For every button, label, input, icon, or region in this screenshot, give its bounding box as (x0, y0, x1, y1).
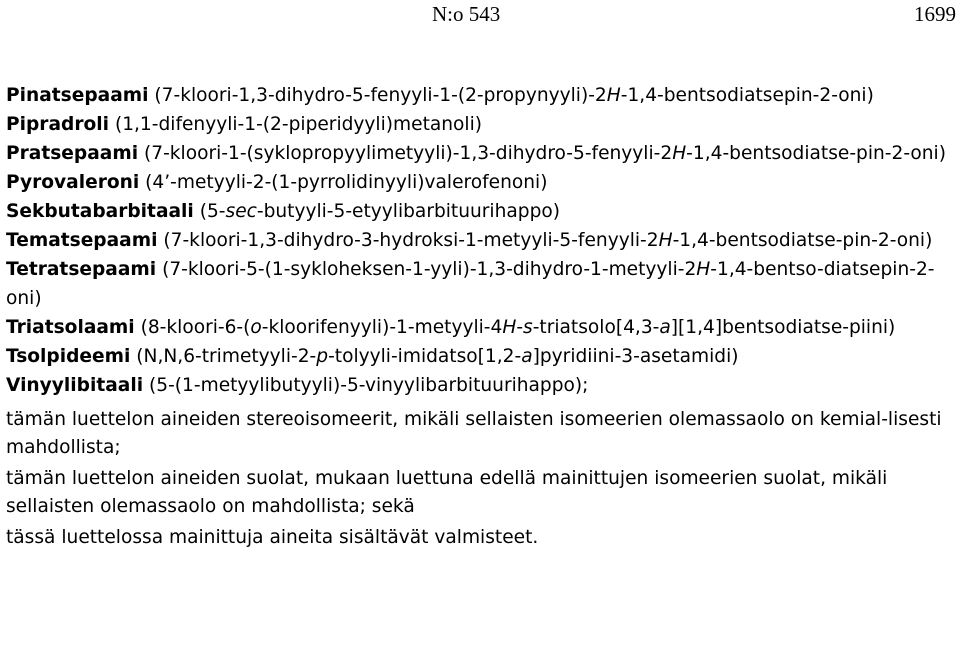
italic-prefix: a (521, 346, 533, 367)
substance-entry (6, 255, 952, 313)
chemical-name: (5-sec-butyyli-5-etyylibarbituurihappo) (193, 201, 561, 222)
substance-name: Pyrovaleroni (6, 172, 140, 193)
substance-entry (6, 313, 952, 342)
note-preparations: tässä luettelossa mainittuja aineita sisältävät valmisteet. (6, 527, 539, 548)
notes-section (6, 406, 952, 552)
page-number: 1699 (914, 2, 956, 26)
note-salts: tämän luettelon aineiden suolat, mukaan luettuna edellä mainittujen isomeerien suolat, mikäli sellaisten olemassaolo on mahdollista; sekä (6, 468, 888, 517)
substance-name: Pinatsepaami (6, 85, 149, 106)
substance-entry (6, 139, 952, 168)
chemical-name: (5-(1-metyylibutyyli)-5-vinyylibarbituurihappo); (143, 375, 589, 396)
italic-prefix: H (606, 85, 621, 106)
chemical-name: (7-kloori-5-(1-sykloheksen-1-yyli)-1,3-dihydro-1-metyyli-2H-1,4-bentso-diatsepin-2-oni) (6, 259, 935, 309)
italic-prefix: s (523, 317, 533, 338)
italic-prefix: p (316, 346, 329, 367)
substance-entry (6, 81, 952, 110)
substance-entry (6, 168, 952, 197)
substance-name: Pipradroli (6, 114, 110, 135)
chemical-name: (4’-metyyli-2-(1-pyrrolidinyyli)valerofenoni) (139, 172, 548, 193)
substance-name: Pratsepaami (6, 143, 139, 164)
chemical-name: (7-kloori-1,3-dihydro-5-fenyyli-1-(2-propynyyli)-2H-1,4-bentsodiatsepin-2-oni) (148, 85, 874, 106)
italic-prefix: H (658, 230, 673, 251)
substance-name: Vinyylibitaali (6, 375, 144, 396)
entries-list (6, 81, 952, 400)
italic-prefix: a (659, 317, 671, 338)
substance-name: Sekbutabarbitaali (6, 201, 194, 222)
italic-prefix: H (696, 259, 711, 280)
substance-list (6, 81, 952, 555)
substance-entry (6, 110, 952, 139)
substance-name: Triatsolaami (6, 317, 135, 338)
chemical-name: (8-kloori-6-(o-kloorifenyyli)-1-metyyli-4H-s-triatsolo[4,3-a][1,4]bentsodiatse-piini) (134, 317, 896, 338)
document-number: N:o 543 (432, 2, 501, 26)
substance-name: Tsolpideemi (6, 346, 131, 367)
substance-name: Tetratsepaami (6, 259, 157, 280)
italic-prefix: o (250, 317, 262, 338)
chemical-name: (7-kloori-1,3-dihydro-3-hydroksi-1-metyyli-5-fenyyli-2H-1,4-bentsodiatse-pin-2-oni) (157, 230, 933, 251)
substance-entry (6, 342, 952, 371)
note-stereoisomers: tämän luettelon aineiden stereoisomeerit, mikäli sellaisten isomeerien olemassaolo on kemial-lisesti mahdollista; (6, 409, 942, 458)
italic-prefix: sec (225, 201, 257, 222)
substance-entry (6, 226, 952, 255)
italic-prefix: H (672, 143, 687, 164)
chemical-name: (N,N,6-trimetyyli-2-p-tolyyli-imidatso[1,2-a]pyridiini-3-asetamidi) (130, 346, 739, 367)
chemical-name: (7-kloori-1-(syklopropyylimetyyli)-1,3-dihydro-5-fenyyli-2H-1,4-bentsodiatse-pin-2-oni) (138, 143, 946, 164)
chemical-name: (1,1-difenyyli-1-(2-piperidyyli)metanoli) (109, 114, 482, 135)
substance-name: Tematsepaami (6, 230, 158, 251)
substance-entry (6, 371, 952, 400)
substance-entry (6, 197, 952, 226)
italic-prefix: H (502, 317, 517, 338)
page-header (0, 0, 960, 32)
